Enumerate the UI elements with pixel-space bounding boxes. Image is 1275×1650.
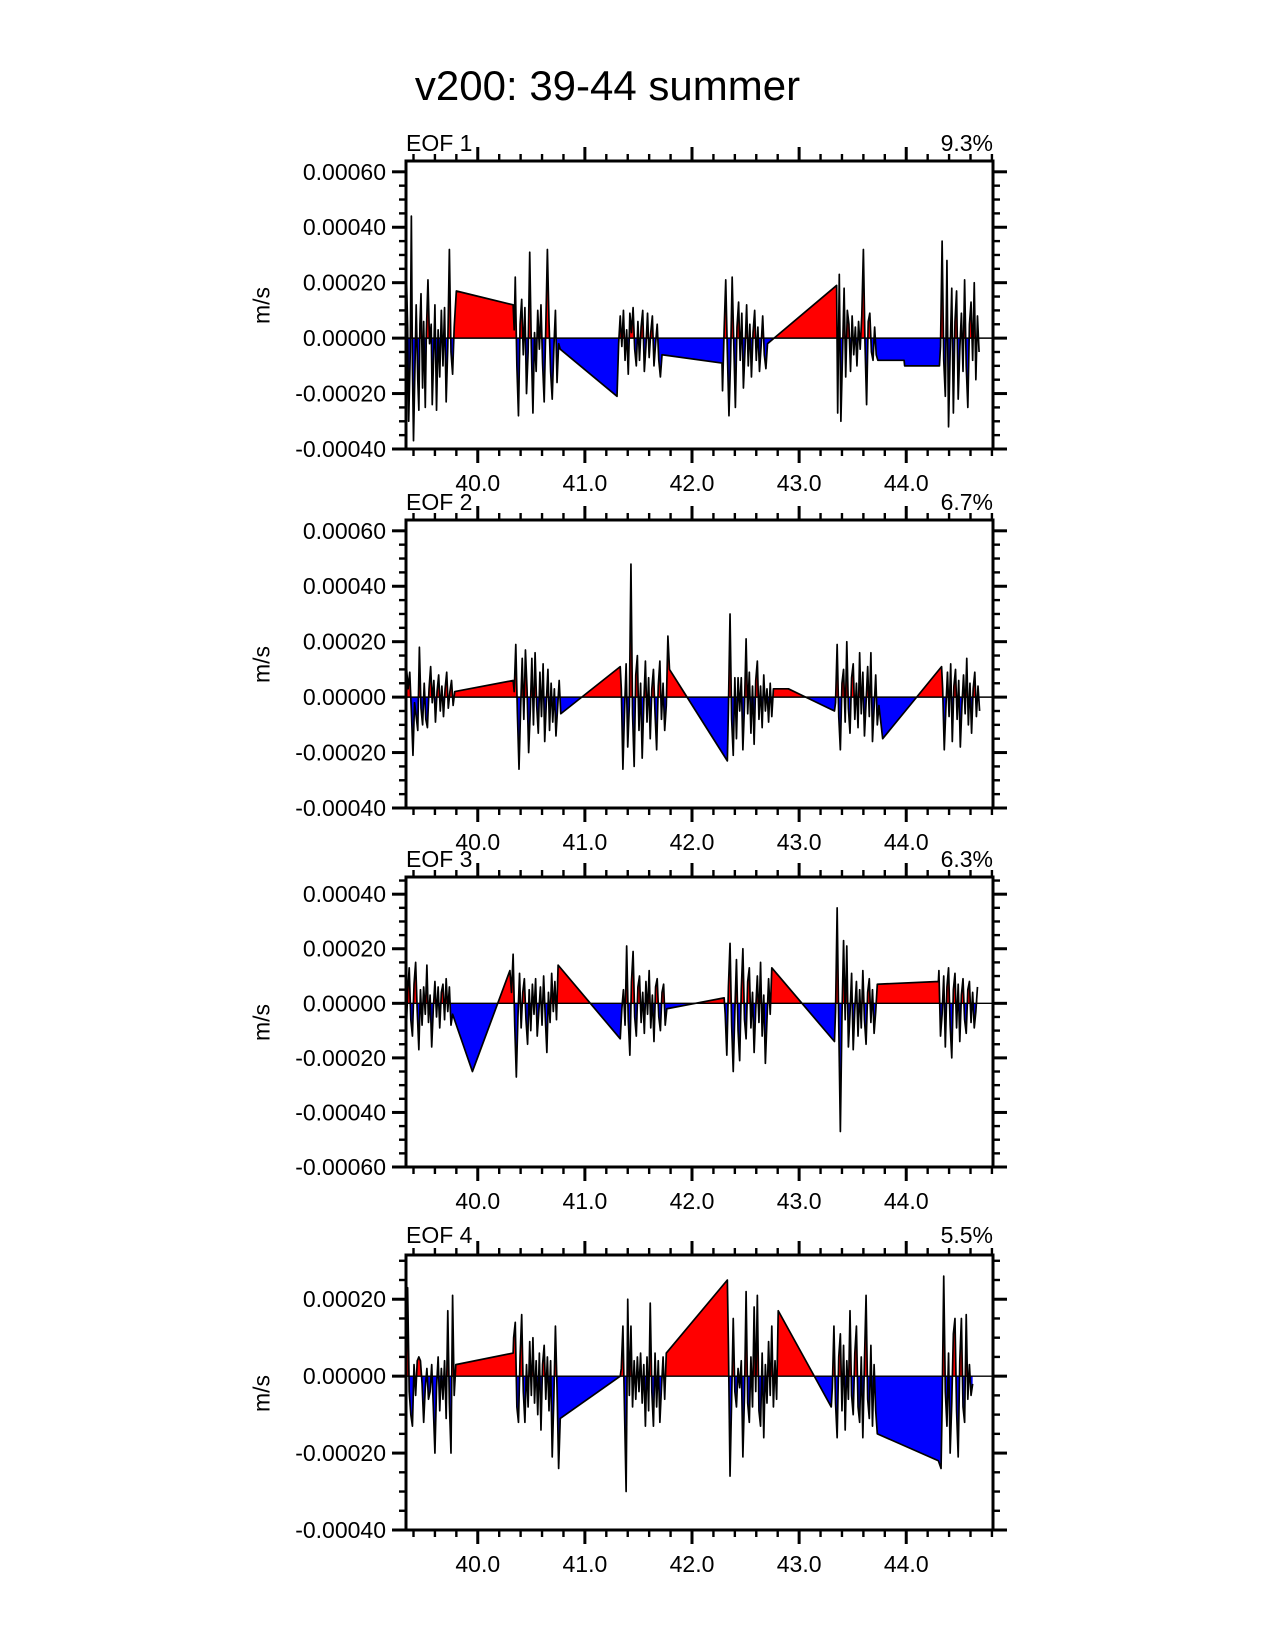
y-tick-label: 0.00000 (302, 684, 386, 711)
x-tick-label: 40.0 (455, 829, 501, 855)
y-tick-label: -0.00020 (295, 1440, 386, 1467)
panel-2-frame (406, 520, 993, 808)
y-tick-label: 0.00040 (302, 881, 386, 908)
x-tick-label: 43.0 (776, 829, 822, 855)
y-tick-label: -0.00040 (295, 795, 386, 821)
panel-4-y-axis-label: m/s (248, 1374, 275, 1413)
x-tick-label: 42.0 (669, 829, 715, 855)
panel-1-positive-area (406, 216, 979, 338)
y-tick-label: -0.00020 (295, 739, 386, 766)
x-tick-label: 43.0 (776, 1551, 822, 1577)
panel-3-negative-area (406, 1003, 977, 1131)
panel-2-negative-area (406, 697, 980, 769)
y-tick-label: 0.00020 (302, 269, 386, 296)
panel-2-eof-label: EOF 2 (406, 489, 473, 515)
x-tick-label: 40.0 (455, 470, 501, 496)
x-tick-label: 42.0 (669, 1188, 715, 1214)
y-tick-label: -0.00020 (295, 380, 386, 407)
y-tick-label: 0.00020 (302, 628, 386, 655)
x-tick-label: 44.0 (883, 470, 929, 496)
panel-1-y-axis-label: m/s (248, 286, 275, 325)
x-tick-label: 41.0 (562, 829, 608, 855)
y-tick-label: 0.00040 (302, 573, 386, 600)
panel-3-positive-area (406, 908, 977, 1003)
panel-2-variance-label: 6.7% (940, 489, 993, 515)
y-tick-label: 0.00000 (302, 1363, 386, 1390)
x-tick-label: 42.0 (669, 470, 715, 496)
x-tick-label: 40.0 (455, 1551, 501, 1577)
panel-1-eof-label: EOF 1 (406, 130, 473, 156)
y-tick-label: 0.00020 (302, 935, 386, 962)
x-tick-label: 44.0 (883, 1188, 929, 1214)
panel-1-variance-label: 9.3% (940, 130, 993, 156)
y-tick-label: -0.00060 (295, 1154, 386, 1180)
y-tick-label: 0.00000 (302, 990, 386, 1017)
panel-2-positive-area (406, 564, 980, 697)
panel-3-series-line (406, 908, 977, 1132)
x-tick-label: 43.0 (776, 1188, 822, 1214)
y-tick-label: -0.00020 (295, 1044, 386, 1071)
y-tick-label: -0.00040 (295, 436, 386, 462)
panel-2-series-line (406, 564, 980, 769)
x-tick-label: 42.0 (669, 1551, 715, 1577)
y-tick-label: -0.00040 (295, 1099, 386, 1126)
panel-4-eof-label: EOF 4 (406, 1222, 473, 1248)
panel-3-frame (406, 877, 993, 1167)
y-tick-label: 0.00020 (302, 1286, 386, 1313)
x-tick-label: 41.0 (562, 470, 608, 496)
x-tick-label: 41.0 (562, 1551, 608, 1577)
x-tick-label: 40.0 (455, 1188, 501, 1214)
x-tick-label: 44.0 (883, 829, 929, 855)
x-tick-label: 41.0 (562, 1188, 608, 1214)
y-tick-label: 0.00060 (302, 517, 386, 544)
y-tick-label: 0.00040 (302, 214, 386, 241)
panel-2-y-axis-label: m/s (248, 645, 275, 684)
panel-4-variance-label: 5.5% (940, 1222, 993, 1248)
y-tick-label: 0.00000 (302, 325, 386, 352)
y-tick-label: -0.00040 (295, 1517, 386, 1543)
panel-3-variance-label: 6.3% (940, 846, 993, 872)
x-tick-label: 44.0 (883, 1551, 929, 1577)
x-tick-label: 43.0 (776, 470, 822, 496)
panel-3-eof-label: EOF 3 (406, 846, 473, 872)
page-title: v200: 39-44 summer (414, 62, 801, 109)
panel-4-negative-area (406, 1376, 973, 1491)
y-tick-label: 0.00060 (302, 158, 386, 185)
panel-1-negative-area (406, 338, 979, 441)
panel-3-y-axis-label: m/s (248, 1003, 275, 1042)
